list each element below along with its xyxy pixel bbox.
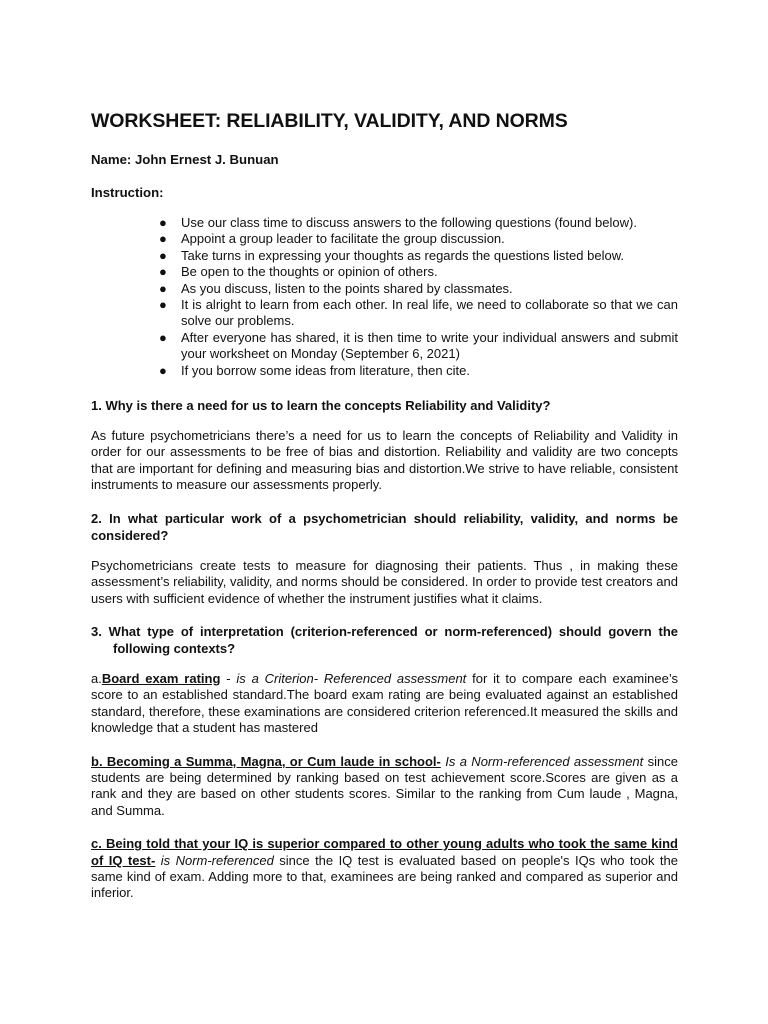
question-2: 2. In what particular work of a psychometrician should reliability, validity, and norms be considered? (91, 510, 678, 543)
instruction-item: ● After everyone has shared, it is then time to write your individual answers and submit your worksheet on Monday (September 6, 2021) (159, 329, 678, 362)
instruction-list (91, 215, 678, 379)
worksheet-title: WORKSHEET: RELIABILITY, VALIDITY, AND NORMS (91, 110, 568, 132)
instruction-item: ● It is alright to learn from each other. In real life, we need to collaborate so that we can solve our problems. (159, 297, 678, 329)
instruction-label: Instruction: (91, 185, 164, 200)
bullet-icon: ● (159, 280, 167, 296)
answer-3b-text: since students are being determined by ranking based on test achievement score.Scores are given as a rank and they are based on other students scores. Similar to the ranking from Cum laude , Magna, and Summa. (91, 753, 678, 818)
bullet-icon: ● (159, 329, 167, 345)
instruction-item: ● Use our class time to discuss answers to the following questions (found below). (159, 215, 637, 230)
worksheet-content (91, 108, 678, 902)
question-1: 1. Why is there a need for us to learn the concepts Reliability and Validity? (91, 398, 551, 414)
instruction-item: ● Appoint a group leader to facilitate the group discussion. (159, 231, 505, 247)
bullet-icon: ● (159, 215, 167, 230)
bullet-icon: ● (159, 247, 167, 263)
bullet-icon: ● (159, 297, 167, 313)
bullet-icon: ● (159, 264, 167, 280)
answer-3a-separator: - (220, 670, 237, 686)
answer-3b-lead: b. Becoming a Summa, Magna, or Cum laude in school- (91, 753, 441, 769)
answer-3a-prefix: a. (91, 670, 102, 686)
answer-3c-lead: c. Being told that your IQ is superior compared to other young adults who took the same kind of IQ test- (91, 836, 678, 868)
bullet-icon: ● (159, 231, 167, 247)
answer-1: As future psychometricians there’s a need for us to learn the concepts of Reliability and Validity in order for our assessments to be free of bias and distortion. Reliability and validity are two concepts that are important for defining and measuring bias and distortion.We strive to have reliable, consistent instruments to measure our assessments properly. (91, 428, 678, 493)
instruction-item: ● If you borrow some ideas from literature, then cite. (159, 362, 471, 378)
instruction-item: ● As you discuss, listen to the points shared by classmates. (159, 280, 513, 296)
question-3: 3. What type of interpretation (criterion-referenced or norm-referenced) should govern the following contexts? (91, 623, 678, 656)
answer-3b-type: Is a Norm-referenced assessment (445, 753, 644, 769)
answer-3c-type: is Norm-referenced (160, 852, 274, 868)
answer-3c-text: since the IQ test is evaluated based on people's IQs who took the same kind of exam. Adding more to that, examinees are being ranked and compared as superior and inferior. (91, 852, 678, 901)
instruction-item: ● Take turns in expressing your thoughts as regards the questions listed below. (159, 247, 624, 263)
answer-3a-text: for it to compare each examinee’s score to an established standard.The board exam rating are being evaluated against an established standard, therefore, these examinations are considered criterion referenced.It measured the skills and knowledge that a student has mastered (91, 670, 678, 736)
answer-3b (91, 754, 678, 820)
answer-3a-lead: Board exam rating (101, 670, 221, 686)
answer-2: Psychometricians create tests to measure for diagnosing their patients. Thus , in making these assessment’s reliability, validity, and norms should be considered. In order to provide test creators and users with sufficient evidence of whether the instrument justifies what it claims. (91, 557, 678, 606)
student-name: Name: John Ernest J. Bunuan (91, 152, 279, 167)
instruction-item: ● Be open to the thoughts or opinion of others. (159, 264, 438, 280)
answer-3a (91, 671, 678, 737)
bullet-icon: ● (159, 362, 167, 378)
answer-3a-type: is a Criterion- Referenced assessment (236, 670, 467, 686)
answer-3c (91, 836, 678, 902)
